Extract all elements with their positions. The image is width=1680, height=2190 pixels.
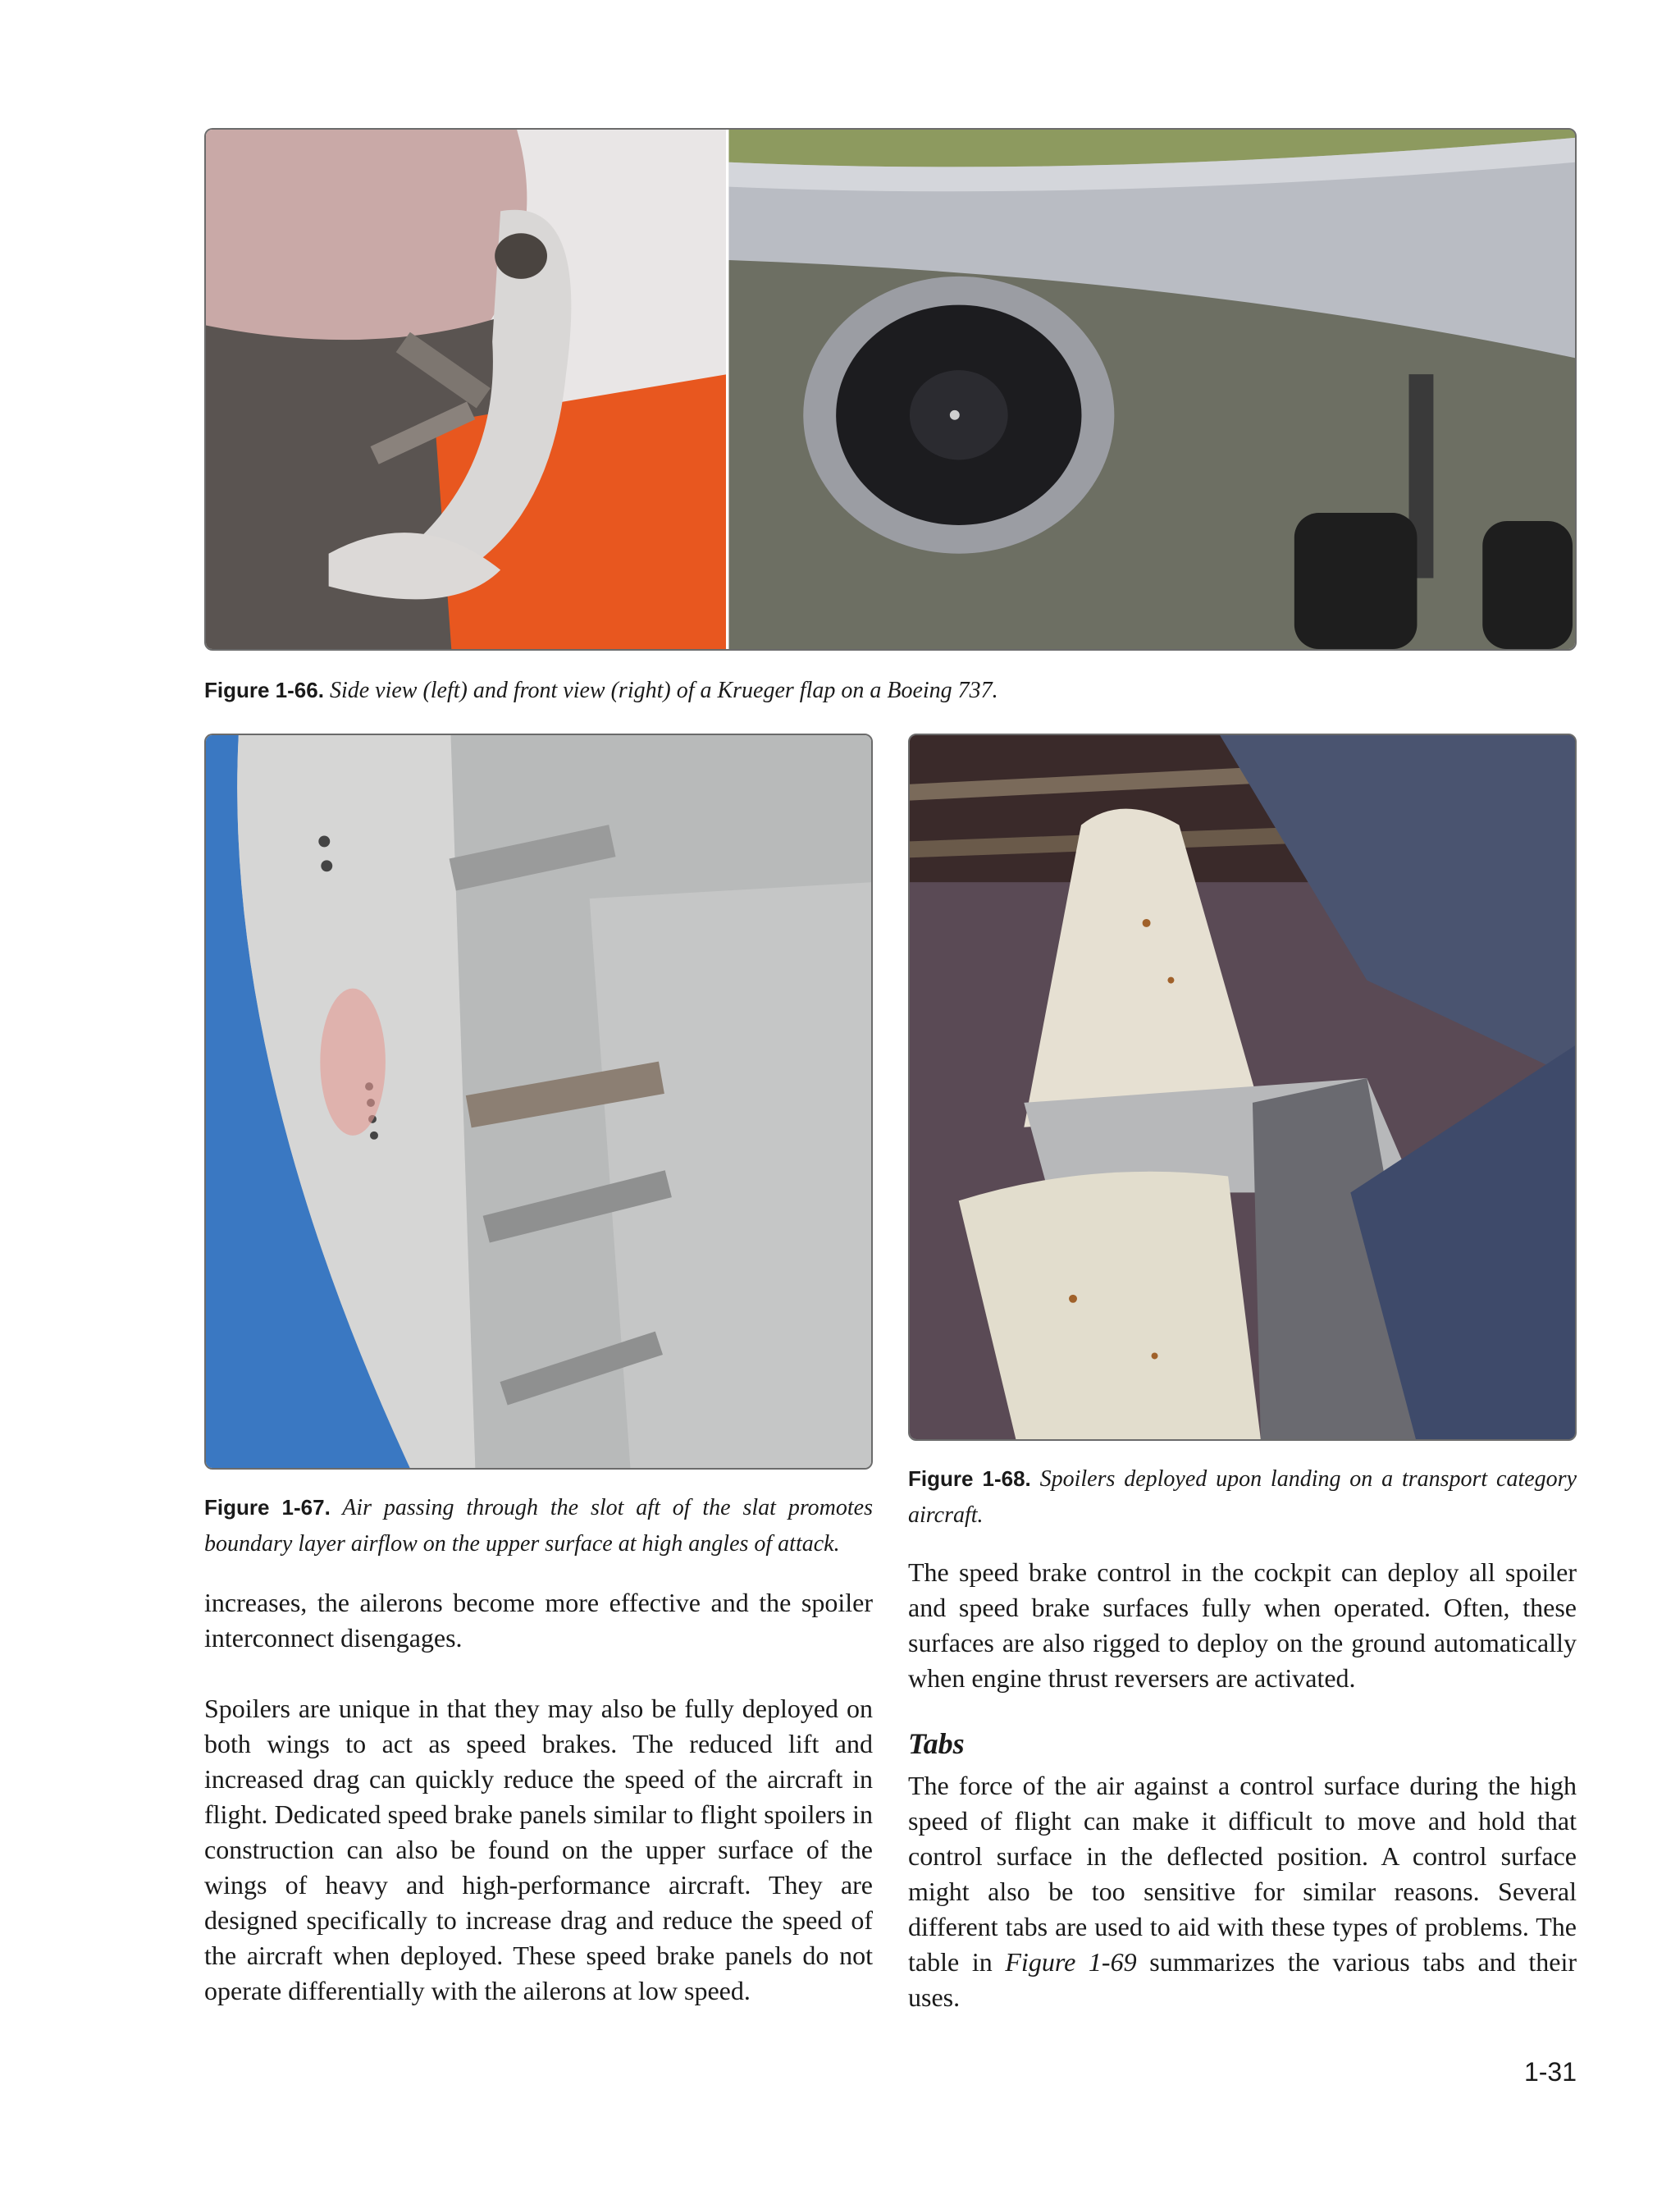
paragraph-text: The force of the air against a control surface during the high speed of flight can make it difficult to move and hold that control surface in the deflected position. A control surface might also be too sensitive for similar reasons. Several different tabs are used to aid with these types of problems. The table in xyxy=(908,1771,1577,1977)
figure-reference: Figure 1-69 xyxy=(1005,1947,1137,1977)
figure-1-67-caption xyxy=(204,1489,873,1562)
paragraph xyxy=(908,1768,1577,2015)
krueger-flap-photo xyxy=(206,130,1575,649)
right-column-text xyxy=(908,1555,1577,1696)
figure-label: Figure 1-67. xyxy=(204,1495,331,1520)
paragraph: Spoilers are unique in that they may also be fully deployed on both wings to act as speed brakes. The reduced lift and increased drag can quickly reduce the speed of the aircraft in flight. Dedicated speed brake panels similar to flight spoilers in construction can also be found on the upper surface of the wings of heavy and high-performance aircraft. They are designed specifically to increase drag and reduce the speed of the aircraft when deployed. These speed brake panels do not operate differentially with the ailerons at low speed. xyxy=(204,1694,873,2005)
tabs-section-text xyxy=(908,1768,1577,2015)
paragraph: increases, the ailerons become more effective and the spoiler interconnect disengages. xyxy=(204,1588,873,1653)
figure-1-67-photo xyxy=(204,734,873,1470)
paragraph: The speed brake control in the cockpit can deploy all spoiler and speed brake surfaces fully when operated. Often, these surfaces are also rigged to deploy on the ground automatically when engine thrust reversers are activated. xyxy=(908,1557,1577,1693)
figure-1-68-photo xyxy=(908,734,1577,1441)
paragraph-text: summarizes the various tabs and their uses. xyxy=(908,1947,1577,2012)
caption-text: Spoilers deployed upon landing on a transport category aircraft. xyxy=(908,1466,1577,1528)
page-number: 1-31 xyxy=(1523,2057,1577,2087)
section-heading-tabs: Tabs xyxy=(908,1727,965,1760)
caption-text: Air passing through the slot aft of the slat promotes boundary layer airflow on the upper surface at high angles of attack. xyxy=(204,1495,874,1557)
spoilers-photo xyxy=(910,735,1575,1439)
caption-text: Side view (left) and front view (right) of a Krueger flap on a Boeing 737. xyxy=(329,678,998,703)
figure-1-66-photo xyxy=(204,128,1577,651)
figure-1-66-caption xyxy=(204,672,1577,709)
figure-label: Figure 1-66. xyxy=(204,678,324,702)
figure-label: Figure 1-68. xyxy=(908,1466,1031,1491)
slat-slot-photo xyxy=(206,735,871,1468)
left-column-text xyxy=(204,1585,873,2009)
figure-1-68-caption xyxy=(908,1461,1577,1534)
